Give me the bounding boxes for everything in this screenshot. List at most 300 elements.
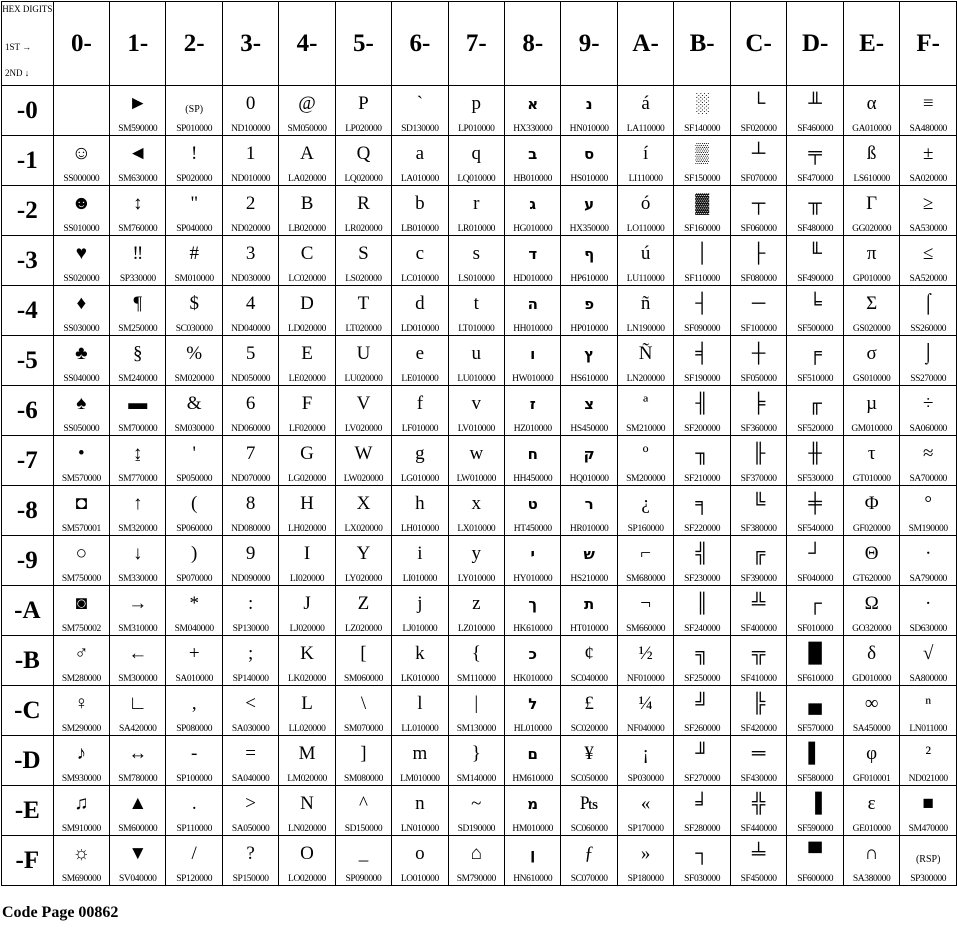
- column-header: A-: [617, 2, 674, 86]
- character-cell: [448, 736, 504, 786]
- character-code: LV010000: [457, 424, 495, 434]
- character-glyph: ╖: [695, 443, 709, 464]
- character-code: LJ020000: [289, 624, 325, 634]
- column-header: D-: [787, 2, 844, 86]
- table-row: [2, 336, 957, 386]
- character-cell: [730, 686, 787, 736]
- character-glyph: K: [300, 643, 314, 664]
- character-code: SS040000: [63, 374, 100, 384]
- character-code: SM770000: [118, 474, 158, 484]
- character-code: SP100000: [176, 774, 213, 784]
- character-cell: [730, 286, 787, 336]
- character-glyph: π: [866, 243, 877, 264]
- character-code: SM630000: [118, 174, 158, 184]
- character-glyph: 8: [245, 493, 256, 514]
- character-cell: [53, 186, 109, 236]
- character-cell: [166, 236, 222, 286]
- character-cell: [674, 486, 730, 536]
- character-cell: [222, 736, 278, 786]
- character-cell: [53, 686, 109, 736]
- character-code: LZ020000: [345, 624, 382, 634]
- character-glyph: ↑: [133, 493, 143, 514]
- character-code: SF370000: [740, 474, 777, 484]
- character-code: SM070000: [343, 724, 383, 734]
- character-code: SM300000: [118, 674, 158, 684]
- character-code: LH020000: [288, 524, 327, 534]
- character-code: HP010000: [570, 324, 608, 334]
- table-row: [2, 486, 957, 536]
- character-cell: [110, 136, 166, 186]
- character-code: SM680000: [626, 574, 666, 584]
- table-row: [2, 286, 957, 336]
- character-cell: [730, 736, 787, 786]
- character-cell: [448, 836, 504, 886]
- character-glyph: V: [356, 393, 371, 414]
- character-code: GO320000: [852, 624, 892, 634]
- character-code: LN200000: [626, 374, 665, 384]
- character-glyph: 6: [245, 393, 256, 414]
- character-cell: [843, 636, 899, 686]
- character-code: SF410000: [740, 674, 777, 684]
- character-glyph: 3: [245, 243, 256, 264]
- character-code: GP010000: [852, 274, 891, 284]
- character-code: HR010000: [569, 524, 609, 534]
- column-header: 8-: [505, 2, 561, 86]
- character-code: LL010000: [401, 724, 439, 734]
- character-cell: [674, 286, 730, 336]
- character-cell: [900, 436, 957, 486]
- character-cell: [222, 536, 278, 586]
- character-code: SS010000: [63, 224, 100, 234]
- character-glyph: ╣: [695, 543, 709, 564]
- character-code: LC020000: [288, 274, 326, 284]
- character-glyph: ╓: [808, 393, 822, 414]
- character-cell: [617, 436, 674, 486]
- character-cell: [730, 586, 787, 636]
- character-cell: [561, 286, 617, 336]
- character-cell: [730, 186, 787, 236]
- character-code: SM750002: [61, 624, 101, 634]
- character-code: LA020000: [288, 174, 327, 184]
- character-glyph: a: [415, 143, 425, 164]
- column-header: B-: [674, 2, 730, 86]
- character-code: SF050000: [740, 374, 777, 384]
- character-code: SM210000: [626, 424, 666, 434]
- character-glyph: ª: [642, 393, 649, 414]
- character-glyph: ¿: [641, 493, 650, 514]
- character-cell: [787, 86, 844, 136]
- character-cell: [335, 586, 391, 636]
- character-cell: [222, 236, 278, 286]
- character-cell: [279, 186, 335, 236]
- character-glyph: (RSP): [915, 854, 941, 865]
- character-code: SD190000: [457, 824, 496, 834]
- character-code: LN011000: [909, 724, 947, 734]
- character-glyph: ↕: [133, 193, 143, 214]
- column-header: 4-: [279, 2, 335, 86]
- character-code: SA060000: [909, 424, 947, 434]
- character-glyph: ⌠: [922, 293, 934, 314]
- character-code: SM140000: [456, 774, 496, 784]
- character-cell: [843, 736, 899, 786]
- character-glyph: ┼: [751, 343, 766, 364]
- character-glyph: :: [247, 593, 254, 614]
- character-glyph: +: [188, 643, 200, 664]
- character-cell: [900, 486, 957, 536]
- character-code: SF230000: [684, 574, 721, 584]
- character-code: SF250000: [684, 674, 721, 684]
- character-code: LR010000: [457, 224, 496, 234]
- character-code: SA450000: [852, 724, 891, 734]
- character-code: NF010000: [626, 674, 665, 684]
- row-header: -E: [2, 786, 54, 836]
- character-cell: [505, 386, 561, 436]
- character-cell: [617, 736, 674, 786]
- character-code: SF520000: [797, 424, 834, 434]
- character-glyph: Ñ: [638, 343, 653, 364]
- character-cell: [505, 436, 561, 486]
- character-cell: [279, 686, 335, 736]
- character-cell: [335, 86, 391, 136]
- character-code: SS050000: [63, 424, 100, 434]
- character-cell: [787, 736, 844, 786]
- character-cell: [110, 586, 166, 636]
- character-cell: [561, 436, 617, 486]
- character-code: SF160000: [684, 224, 721, 234]
- character-code: SP150000: [232, 874, 269, 884]
- character-code: GF010001: [852, 774, 891, 784]
- character-code: GE010000: [852, 824, 891, 834]
- character-code: HM010000: [512, 824, 554, 834]
- character-cell: [166, 286, 222, 336]
- character-glyph: í: [642, 143, 649, 164]
- character-code: SC040000: [570, 674, 608, 684]
- character-code: HM610000: [512, 774, 554, 784]
- character-code: LL020000: [288, 724, 326, 734]
- character-glyph: ╨: [808, 93, 822, 114]
- character-cell: [900, 836, 957, 886]
- character-code: SF390000: [740, 574, 777, 584]
- character-code: SP300000: [910, 874, 947, 884]
- character-cell: [674, 636, 730, 686]
- character-code: GA010000: [852, 124, 892, 134]
- character-glyph: ←: [128, 643, 148, 664]
- character-code: LI010000: [402, 574, 438, 584]
- character-glyph: n: [415, 793, 425, 814]
- character-code: SM010000: [174, 274, 214, 284]
- character-cell: [674, 86, 730, 136]
- character-cell: [166, 586, 222, 636]
- character-code: SM590000: [118, 124, 158, 134]
- character-cell: [617, 286, 674, 336]
- character-glyph: i: [417, 543, 423, 564]
- character-code: LA110000: [626, 124, 665, 134]
- character-glyph: t: [473, 293, 479, 314]
- character-code: SM030000: [174, 424, 214, 434]
- character-code: HB010000: [513, 174, 552, 184]
- character-cell: [674, 336, 730, 386]
- character-code: SM060000: [343, 674, 383, 684]
- character-glyph: ]: [360, 743, 367, 764]
- character-glyph: ר: [584, 495, 594, 513]
- character-glyph: ♪: [76, 743, 87, 764]
- character-glyph: j: [417, 593, 423, 614]
- character-code: SM320000: [118, 524, 158, 534]
- character-cell: [335, 686, 391, 736]
- character-cell: [110, 786, 166, 836]
- character-glyph: s: [472, 243, 480, 264]
- character-cell: [448, 286, 504, 336]
- character-code: LT020000: [345, 324, 382, 334]
- character-glyph: צ: [584, 395, 595, 413]
- character-glyph: F: [301, 393, 313, 414]
- character-code: HK610000: [513, 624, 553, 634]
- character-cell: [900, 386, 957, 436]
- character-glyph: ז: [529, 395, 536, 413]
- character-cell: [730, 486, 787, 536]
- character-cell: [53, 336, 109, 386]
- character-cell: [392, 836, 448, 886]
- character-glyph: Z: [357, 593, 370, 614]
- character-cell: [730, 86, 787, 136]
- character-cell: [900, 186, 957, 236]
- character-glyph: א: [527, 95, 539, 113]
- character-code: LX010000: [457, 524, 496, 534]
- character-cell: [787, 686, 844, 736]
- character-code: LU010000: [457, 374, 496, 384]
- character-cell: [53, 636, 109, 686]
- character-code: LF020000: [288, 424, 326, 434]
- character-glyph: ┐: [695, 843, 709, 864]
- character-code: SF430000: [740, 774, 777, 784]
- character-code: ND080000: [231, 524, 271, 534]
- character-code: HQ010000: [569, 474, 609, 484]
- character-code: SP090000: [345, 874, 382, 884]
- character-glyph: δ: [867, 643, 877, 664]
- character-cell: [53, 736, 109, 786]
- table-row: [2, 386, 957, 436]
- character-cell: [110, 686, 166, 736]
- character-code: ND070000: [231, 474, 271, 484]
- character-code: LN010000: [400, 824, 439, 834]
- character-glyph: ▒: [695, 143, 709, 164]
- character-glyph: ב: [528, 145, 538, 163]
- character-cell: [279, 286, 335, 336]
- character-glyph: P: [358, 93, 369, 114]
- character-glyph: <: [245, 693, 256, 714]
- character-cell: [787, 386, 844, 436]
- character-code: SP140000: [232, 674, 269, 684]
- character-code: SM470000: [908, 824, 948, 834]
- character-cell: [505, 786, 561, 836]
- character-code: SF380000: [740, 524, 777, 534]
- character-code: SM910000: [61, 824, 101, 834]
- character-code: LG010000: [400, 474, 439, 484]
- character-glyph: ': [192, 443, 196, 464]
- character-glyph: ץ: [584, 345, 595, 363]
- character-glyph: Σ: [866, 293, 878, 314]
- character-cell: [392, 636, 448, 686]
- character-cell: [392, 536, 448, 586]
- character-glyph: ↓: [133, 543, 143, 564]
- character-glyph: ╬: [751, 793, 766, 814]
- character-code: SM280000: [61, 674, 101, 684]
- character-code: GS010000: [852, 374, 891, 384]
- character-code: NF040000: [626, 724, 665, 734]
- character-glyph: {: [471, 643, 481, 664]
- character-cell: [53, 136, 109, 186]
- character-code: SF220000: [684, 524, 721, 534]
- table-row: [2, 536, 957, 586]
- row-header: -7: [2, 436, 54, 486]
- table-row: [2, 436, 957, 486]
- row-header: -D: [2, 736, 54, 786]
- character-glyph: ╩: [751, 593, 766, 614]
- character-code: SM080000: [343, 774, 383, 784]
- character-cell: [561, 586, 617, 636]
- character-cell: [279, 136, 335, 186]
- character-code: SF500000: [797, 324, 834, 334]
- character-cell: [730, 636, 787, 686]
- character-glyph: ▲: [128, 793, 148, 814]
- character-code: SF280000: [684, 824, 721, 834]
- character-cell: [730, 786, 787, 836]
- character-cell: [166, 636, 222, 686]
- character-cell: [505, 536, 561, 586]
- character-glyph: o: [415, 843, 425, 864]
- character-glyph: ¼: [638, 693, 653, 714]
- character-glyph: ∙: [925, 543, 931, 564]
- character-cell: [222, 286, 278, 336]
- character-cell: [505, 736, 561, 786]
- character-glyph: ─: [751, 293, 766, 314]
- character-glyph: ú: [640, 243, 651, 264]
- character-cell: [900, 686, 957, 736]
- character-code: LD010000: [400, 324, 439, 334]
- character-glyph: M: [298, 743, 316, 764]
- row-header: -A: [2, 586, 54, 636]
- character-glyph: •: [78, 443, 85, 464]
- character-glyph: ☼: [72, 843, 91, 864]
- character-code: SF060000: [740, 224, 777, 234]
- character-code: HD010000: [513, 274, 553, 284]
- character-code: LZ010000: [457, 624, 495, 634]
- character-code: LX020000: [344, 524, 383, 534]
- character-glyph: J: [303, 593, 311, 614]
- character-code: HT010000: [570, 624, 609, 634]
- character-cell: [392, 386, 448, 436]
- character-code: GT010000: [852, 474, 891, 484]
- character-cell: [843, 86, 899, 136]
- table-row: [2, 236, 957, 286]
- character-code: SC070000: [570, 874, 608, 884]
- character-glyph: L: [301, 693, 313, 714]
- character-glyph: ‼: [132, 243, 144, 264]
- character-cell: [617, 786, 674, 836]
- character-glyph: ┬: [751, 193, 766, 214]
- character-cell: [617, 86, 674, 136]
- character-code: ND050000: [231, 374, 271, 384]
- character-code: LY010000: [457, 574, 495, 584]
- character-glyph: ?: [246, 843, 255, 864]
- character-cell: [505, 836, 561, 886]
- character-code: SF150000: [684, 174, 721, 184]
- character-glyph: ☻: [71, 193, 92, 214]
- character-glyph: ·: [925, 593, 932, 614]
- character-cell: [843, 686, 899, 736]
- character-cell: [222, 436, 278, 486]
- character-glyph: ╠: [751, 693, 766, 714]
- character-glyph: @: [298, 93, 316, 114]
- character-glyph: ∞: [864, 693, 879, 714]
- character-cell: [843, 436, 899, 486]
- character-cell: [505, 186, 561, 236]
- character-glyph: G: [300, 443, 314, 464]
- character-glyph: U: [356, 343, 371, 364]
- column-header: 7-: [448, 2, 504, 86]
- character-cell: [505, 136, 561, 186]
- character-glyph: ╒: [808, 343, 822, 364]
- character-glyph: Θ: [864, 543, 879, 564]
- character-glyph: Φ: [864, 493, 879, 514]
- character-code: LU020000: [344, 374, 383, 384]
- character-cell: [166, 486, 222, 536]
- character-glyph: ": [190, 193, 199, 214]
- character-code: LQ020000: [344, 174, 383, 184]
- character-code: SS000000: [63, 174, 100, 184]
- character-glyph: ╞: [751, 393, 766, 414]
- character-cell: [279, 736, 335, 786]
- character-cell: [561, 336, 617, 386]
- character-cell: [900, 786, 957, 836]
- row-header: -C: [2, 686, 54, 736]
- character-code: SP110000: [176, 824, 212, 834]
- character-glyph: I: [303, 543, 311, 564]
- character-glyph: ╫: [808, 443, 822, 464]
- character-glyph: ↨: [133, 443, 143, 464]
- character-cell: [843, 336, 899, 386]
- character-code: SS270000: [910, 374, 947, 384]
- character-code: HT450000: [513, 524, 552, 534]
- character-code: SM290000: [61, 724, 101, 734]
- column-header: 0-: [53, 2, 109, 86]
- character-cell: [617, 586, 674, 636]
- character-code: SM330000: [118, 574, 158, 584]
- character-code: SS030000: [63, 324, 100, 334]
- character-code: SF360000: [740, 424, 777, 434]
- character-code: HX330000: [513, 124, 553, 134]
- character-cell: [53, 286, 109, 336]
- character-cell: [787, 136, 844, 186]
- character-code: SC030000: [175, 324, 213, 334]
- column-header: 1-: [110, 2, 166, 86]
- character-cell: [110, 836, 166, 886]
- character-code: HH010000: [513, 324, 553, 334]
- character-code: SM600000: [118, 824, 158, 834]
- character-cell: [561, 786, 617, 836]
- character-code: SP130000: [232, 624, 269, 634]
- character-cell: [335, 786, 391, 836]
- character-glyph: Γ: [866, 193, 878, 214]
- character-glyph: !: [191, 143, 198, 164]
- character-cell: [53, 386, 109, 436]
- second-digit-label: 2ND ↓: [5, 68, 30, 78]
- character-code: HG010000: [513, 224, 553, 234]
- character-cell: [505, 636, 561, 686]
- character-cell: [505, 86, 561, 136]
- character-glyph: ♂: [74, 643, 89, 664]
- character-cell: [900, 236, 957, 286]
